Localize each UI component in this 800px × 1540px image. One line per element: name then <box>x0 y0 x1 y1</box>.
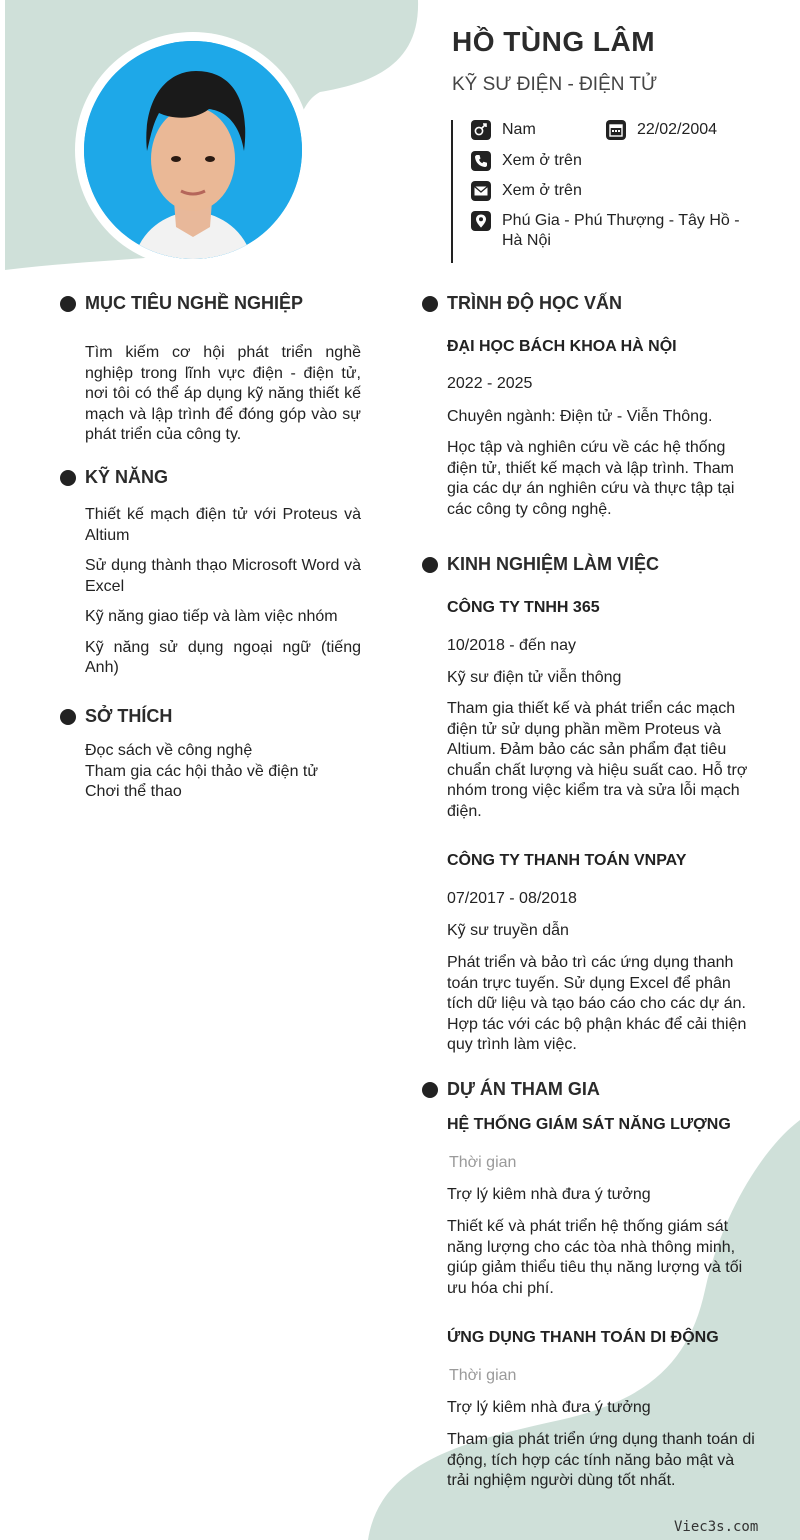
skill-item: Sử dụng thành thạo Microsoft Word và Excel <box>85 557 361 595</box>
project-time: Thời gian <box>449 1154 517 1171</box>
profile-photo-frame <box>75 32 311 268</box>
job-position: Kỹ sư điện tử viễn thông <box>447 669 622 686</box>
portrait-icon <box>84 41 302 259</box>
phone-icon <box>471 151 491 171</box>
gender-value: Nam <box>502 121 536 138</box>
calendar-icon <box>606 120 626 140</box>
phone-value: Xem ở trên <box>502 152 582 169</box>
contact-phone <box>471 151 582 171</box>
objective-heading-text: MỤC TIÊU NGHỀ NGHIỆP <box>85 293 304 313</box>
job-description: Phát triển và bảo trì các ứng dụng thanh toán trực tuyến. Sử dụng Excel để phân tích dữ liệu và tạo báo cáo cho các dự án. Hợp tác với các bộ phận khác để cải thiện quy trình làm việc. <box>447 954 747 1053</box>
watermark-text: Viec3s.com <box>674 1519 759 1535</box>
contact-gender <box>471 120 536 140</box>
hobbies-heading-text: SỞ THÍCH <box>85 706 173 726</box>
project-name: HỆ THỐNG GIÁM SÁT NĂNG LƯỢNG <box>447 1116 731 1133</box>
bullet-dot-icon <box>60 709 76 725</box>
bullet-dot-icon <box>422 296 438 312</box>
school-name: ĐẠI HỌC BÁCH KHOA HÀ NỘI <box>447 338 677 355</box>
skills-list <box>85 505 361 689</box>
candidate-name: HỒ TÙNG LÂM <box>452 26 656 57</box>
birthday-value: 22/02/2004 <box>637 121 718 138</box>
job-period: 10/2018 - đến nay <box>447 637 576 654</box>
skills-heading-text: KỸ NĂNG <box>85 467 169 487</box>
section-heading-education <box>422 293 622 314</box>
contact-divider <box>451 120 453 263</box>
hobby-item: Đọc sách về công nghệ <box>85 742 253 759</box>
job-title: KỸ SƯ ĐIỆN - ĐIỆN TỬ <box>452 74 658 95</box>
experience-heading-text: KINH NGHIỆM LÀM VIỆC <box>447 554 660 574</box>
profile-photo <box>84 41 302 259</box>
hobby-item: Tham gia các hội thảo về điện tử <box>85 762 319 780</box>
contact-address <box>471 211 740 251</box>
job-company: CÔNG TY THANH TOÁN VNPAY <box>447 852 687 869</box>
objective-text: Tìm kiếm cơ hội phát triển nghề nghiệp trong lĩnh vực điện - điện tử, nơi tôi có thể áp dụng kỹ năng thiết kế mạch và lập trình để đóng góp vào sự phát triển của công ty. <box>85 344 361 443</box>
section-heading-skills <box>60 467 168 488</box>
address-line-1: Phú Gia - Phú Thượng - Tây Hồ - <box>502 212 740 229</box>
education-period: 2022 - 2025 <box>447 375 533 392</box>
job-company: CÔNG TY TNHH 365 <box>447 599 600 616</box>
address-line-2: Hà Nội <box>502 232 551 249</box>
email-value: Xem ở trên <box>502 182 582 199</box>
bullet-dot-icon <box>60 296 76 312</box>
job-period: 07/2017 - 08/2018 <box>447 890 577 907</box>
skill-item: Kỹ năng sử dụng ngoại ngữ (tiếng Anh) <box>85 638 361 676</box>
bullet-dot-icon <box>422 1082 438 1098</box>
location-pin-icon <box>471 211 491 231</box>
education-heading-text: TRÌNH ĐỘ HỌC VẤN <box>447 293 622 313</box>
email-icon <box>471 181 491 201</box>
education-major: Chuyên ngành: Điện tử - Viễn Thông. <box>447 408 713 425</box>
project-description: Tham gia phát triển ứng dụng thanh toán di động, tích hợp các tính năng bảo mật và trải nghiệm người dùng tốt nhất. <box>447 1431 755 1489</box>
skill-item: Thiết kế mạch điện tử với Proteus và Altium <box>85 506 361 544</box>
skill-item: Kỹ năng giao tiếp và làm việc nhóm <box>85 608 338 625</box>
contact-birthday <box>606 120 717 140</box>
section-heading-hobbies <box>60 706 172 727</box>
project-role: Trợ lý kiêm nhà đưa ý tưởng <box>447 1186 651 1203</box>
project-role: Trợ lý kiêm nhà đưa ý tưởng <box>447 1399 651 1416</box>
project-name: ỨNG DỤNG THANH TOÁN DI ĐỘNG <box>447 1329 719 1346</box>
bullet-dot-icon <box>60 470 76 486</box>
gender-icon <box>471 120 491 140</box>
section-heading-objective <box>60 293 303 314</box>
job-description: Tham gia thiết kế và phát triển các mạch điện tử sử dụng phần mềm Proteus và Altium. Đảm bảo các sản phẩm đạt tiêu chuẩn chất lượng và hiệu suất cao. Hỗ trợ nhóm trong việc kiểm tra và sửa lỗi mạch điện. <box>447 700 748 820</box>
project-time: Thời gian <box>449 1367 517 1384</box>
bullet-dot-icon <box>422 557 438 573</box>
contact-email <box>471 181 582 201</box>
section-heading-projects <box>422 1079 600 1100</box>
address-value <box>502 211 740 251</box>
section-heading-experience <box>422 554 659 575</box>
job-position: Kỹ sư truyền dẫn <box>447 922 569 939</box>
education-description: Học tập và nghiên cứu về các hệ thống điện tử, thiết kế mạch và lập trình. Tham gia các dự án nghiên cứu và thực tập tại các công ty công nghệ. <box>447 439 735 518</box>
projects-heading-text: DỰ ÁN THAM GIA <box>447 1079 600 1099</box>
hobbies-list <box>85 741 361 803</box>
hobby-item: Chơi thể thao <box>85 783 182 800</box>
project-description: Thiết kế và phát triển hệ thống giám sát năng lượng cho các tòa nhà thông minh, giúp giảm thiểu tiêu thụ năng lượng và tối ưu hóa chi phí. <box>447 1218 743 1297</box>
